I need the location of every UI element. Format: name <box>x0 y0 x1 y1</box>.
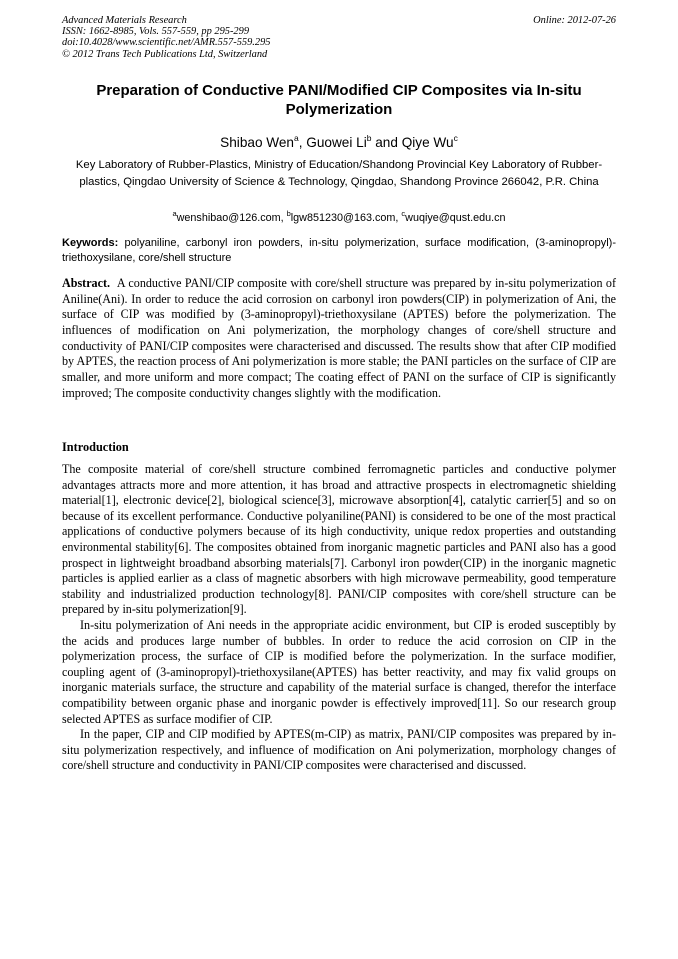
paragraph: In-situ polymerization of Ani needs in the appropriate acidic environment, but CIP is eroded susceptibly by the acids and produces large number of bubbles. In order to reduce the acid corrosion on CIP in the polymerization process, the surface of CIP is modified before the polymerization. In the surface modifier, coupling agent of (3-aminopropyl)-triethoxysilane(APTES) has better reactivity, and may fix valid groups on inorganic materials surface, the structure and capability of the material surface is changed, therefor the interface compatibility between organic phase and inorganic powder is effectively improved[11]. So our research group selected APTES as surface modifier of CIP. <box>62 617 616 726</box>
online-date: Online: 2012-07-26 <box>533 15 616 26</box>
author-name: Shibao Wen <box>220 135 294 150</box>
email-mark: c <box>401 209 406 218</box>
author-separator: , <box>298 135 307 150</box>
email-address[interactable]: wuqiye@qust.edu.cn <box>405 212 506 224</box>
section-heading-introduction: Introduction <box>62 440 129 454</box>
paper-title: Preparation of Conductive PANI/Modified CIP Composites via In-situ Polymerization <box>96 82 582 118</box>
keywords <box>62 236 616 266</box>
journal-copyright: © 2012 Trans Tech Publications Ltd, Switzerland <box>62 48 268 60</box>
email-address[interactable]: wenshibao@126.com <box>176 212 281 224</box>
journal-header <box>62 15 270 60</box>
author-affil-mark: c <box>453 133 458 143</box>
keywords-label: Keywords: <box>62 237 119 249</box>
journal-issn: ISSN: 1662-8985, Vols. 557-559, pp 295-299 <box>62 26 250 38</box>
paragraph: In the paper, CIP and CIP modified by APTES(m-CIP) as matrix, PANI/CIP composites was prepared by in-situ polymerization respectively, and influence of modification on Ani polymerization, morphology changes of core/shell structure and conductivity in PANI/CIP composites were characterised and discussed. <box>62 727 616 773</box>
author-separator: and <box>371 135 402 150</box>
journal-doi: doi:10.4028/www.scientific.net/AMR.557-559.295 <box>62 37 271 49</box>
email-separator: , <box>395 212 402 224</box>
paragraph: The composite material of core/shell structure combined ferromagnetic particles and conductive polymer advantages attracts more and more attention, it has broad and attractive prospects in electromagnetic shielding material[1], electronic device[2], biological science[3], microwave absorption[4], catalytic carrier[5] and so on because of its excellent performance. Conductive polyaniline(PANI) is considered to be one of the most practical applications of conductive polymers because of its high conductivity, unique redox properties and outstanding environmental stability[6]. The composites obtained from inorganic magnetic particles and PANI also has a good prospect in lightweight broadband absorbing materials[7]. Carbonyl iron powder(CIP) in the inorganic magnetic particles is applied earlier as a class of magnetic absorbers with high microwave permeability, good temperature stability and industrialized production technology[8]. PANI/CIP composites with core/shell structure can be prepared by in-situ polymerization[9]. <box>62 462 616 617</box>
author-list <box>62 130 616 151</box>
author-name: Qiye Wu <box>401 135 454 150</box>
email-separator: , <box>280 212 287 224</box>
author-name: Guowei Li <box>306 135 367 150</box>
author-affil-mark: b <box>366 133 372 143</box>
introduction-body <box>62 462 616 774</box>
affiliation: Key Laboratory of Rubber-Plastics, Ministry of Education/Shandong Provincial Key Laboratory of Rubber-plastics, Qingdao University of Science & Technology, Qingdao, Shandong Province 266042, P.R. China <box>75 159 603 188</box>
author-affil-mark: a <box>293 133 299 143</box>
email-address[interactable]: lgw851230@163.com <box>290 212 396 224</box>
abstract-text: A conductive PANI/CIP composite with core/shell structure was prepared by in-situ polymerization of Aniline(Ani). In order to reduce the acid corrosion on carbonyl iron powders(CIP) in polymerization of Ani, the surface of CIP was modified by (3-aminopropyl)-triethoxysilane (APTES) before the polymerization. The influences of modification on Ani polymerization, the morphology changes of core/shell structure and conductivity of PANI/CIP composites were characterised and discussed. The results show that after CIP modified by APTES, the reaction process of Ani polymerization is more stable; the PANI particles on the surface of CIP are smaller, and more uniform and more compact; The coating effect of PANI on the surface of CIP is significantly improved; The composite conductivity changes slightly with the modification. <box>62 276 617 400</box>
email-mark: b <box>286 209 291 218</box>
abstract <box>62 276 616 401</box>
abstract-label: Abstract. <box>62 276 111 290</box>
email-list <box>62 207 616 225</box>
journal-name: Advanced Materials Research <box>62 15 187 26</box>
email-mark: a <box>172 209 177 218</box>
keywords-text: polyaniline, carbonyl iron powders, in-situ polymerization, surface modification, (3-aminopropyl)-triethoxysilane, core/shell structure <box>62 237 616 264</box>
